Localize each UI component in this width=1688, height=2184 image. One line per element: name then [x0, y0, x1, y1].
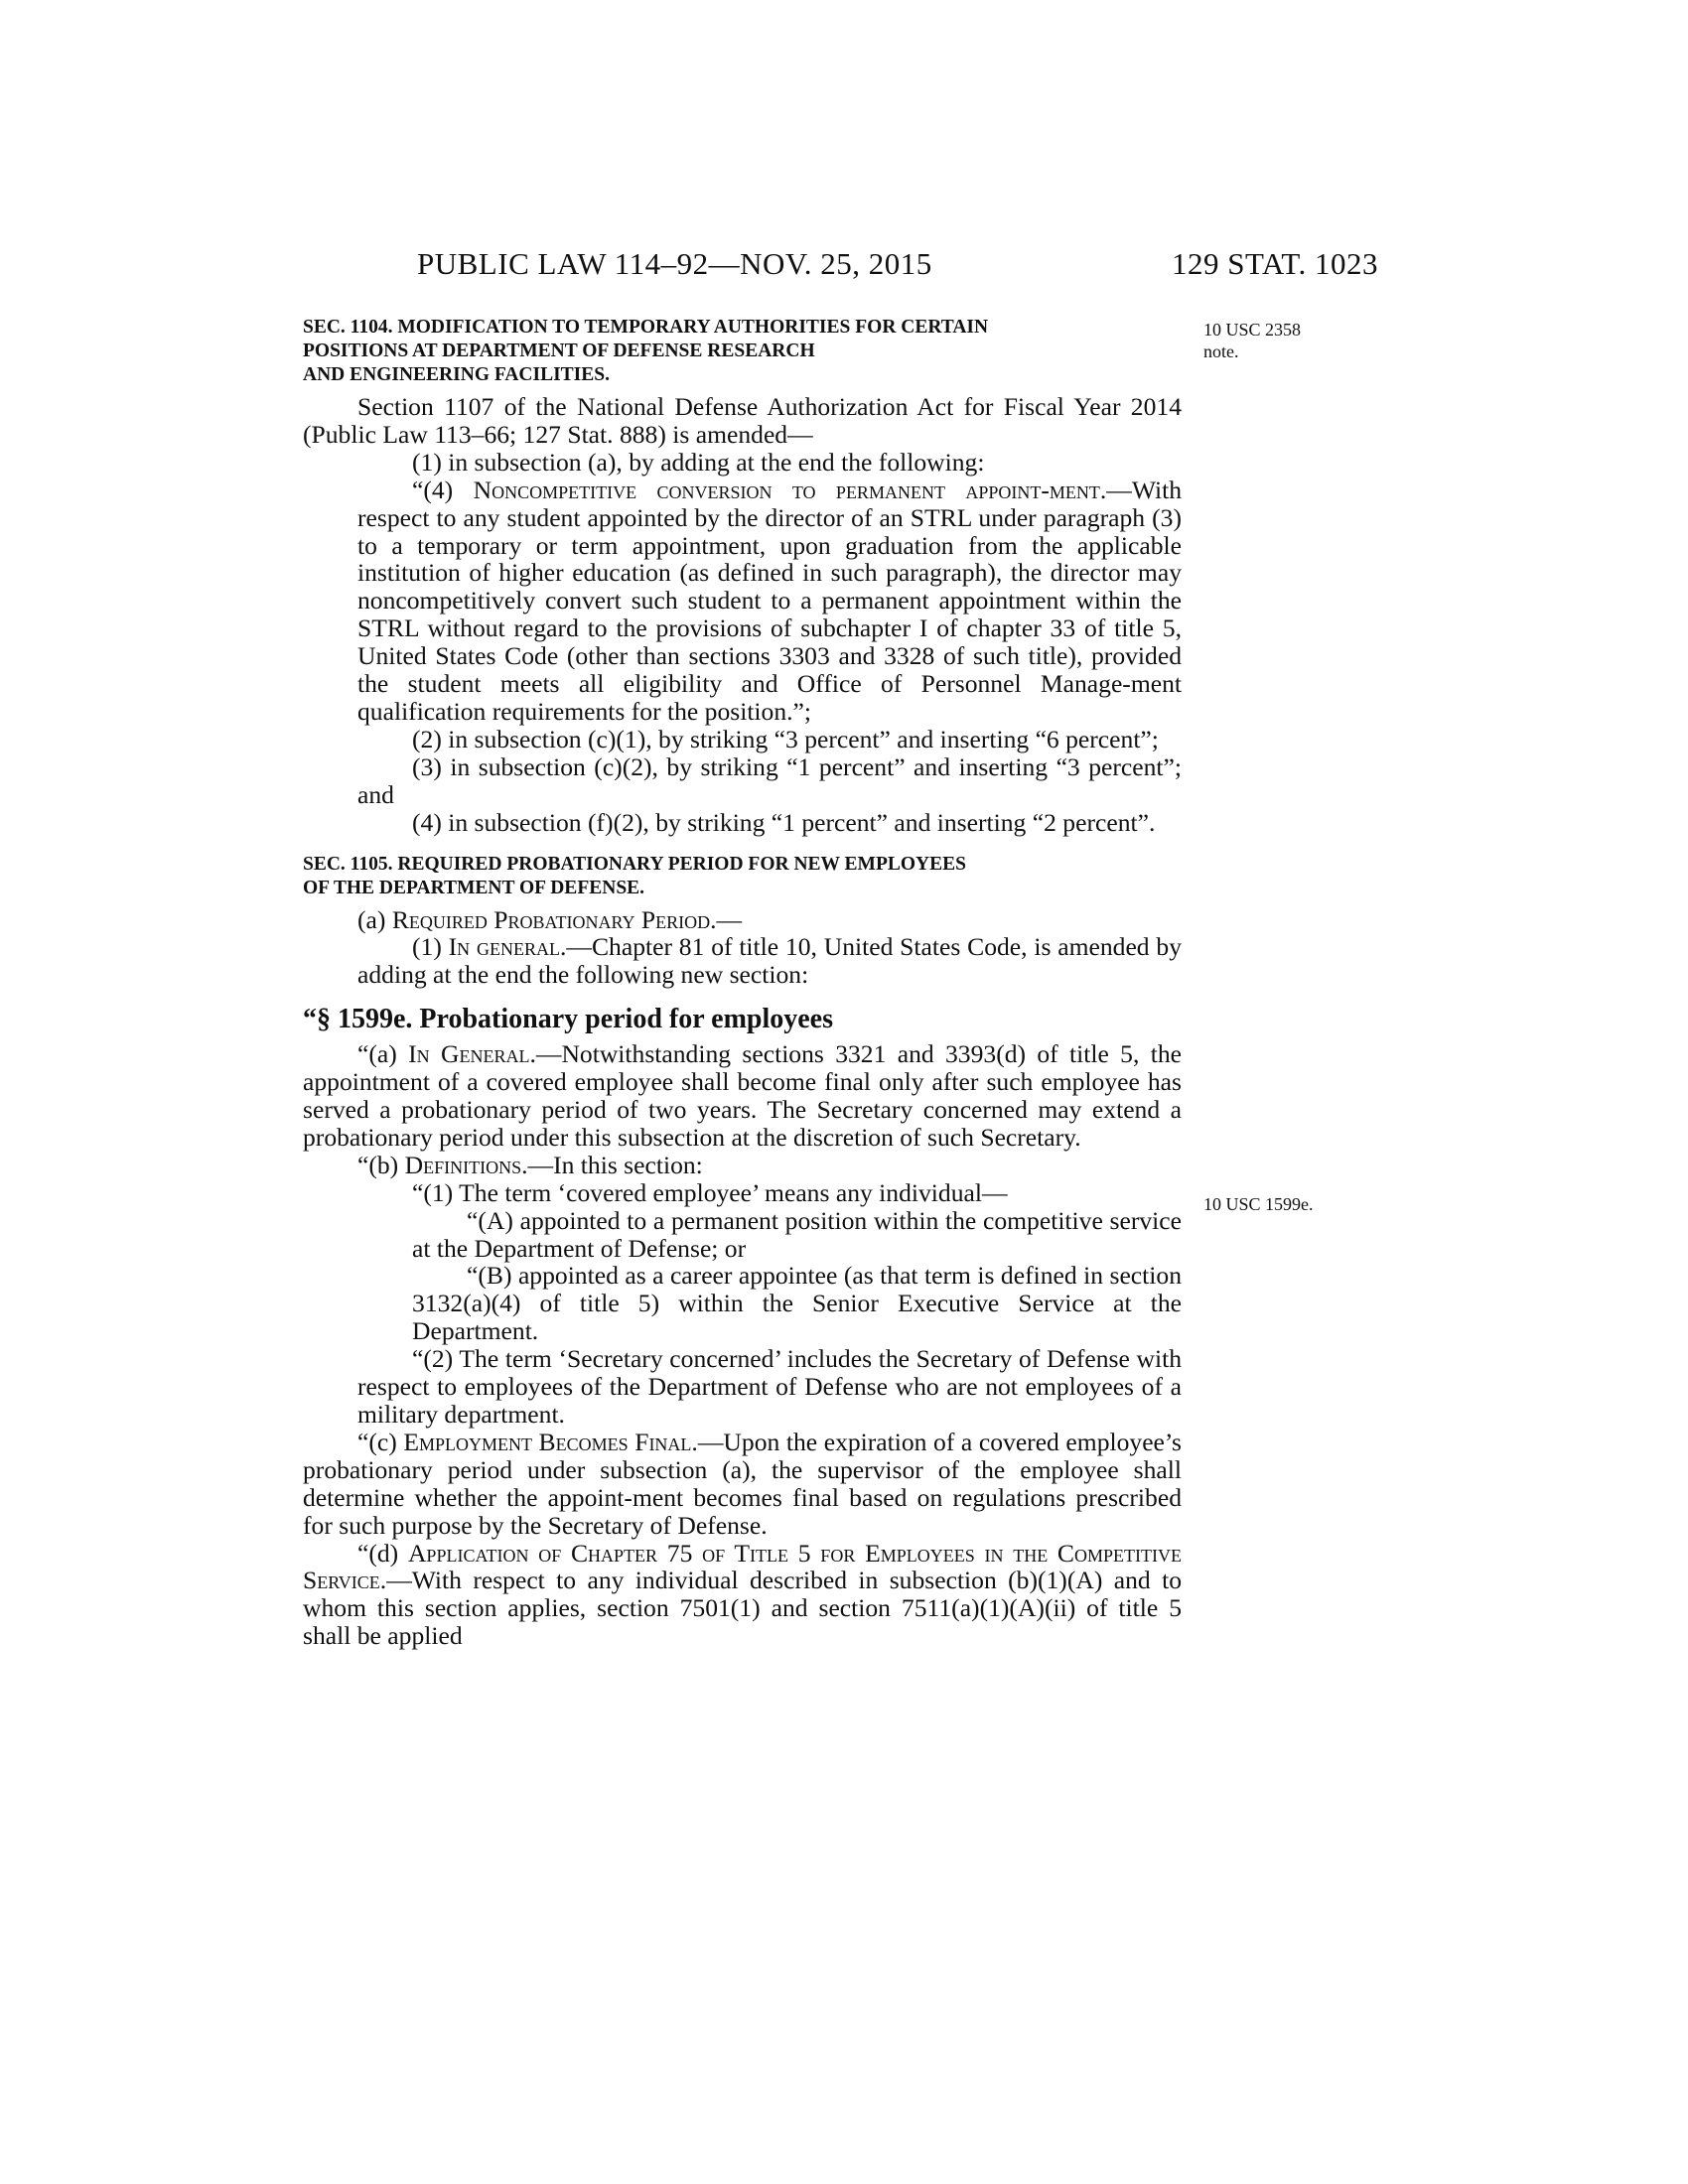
quoted-paragraph-4: [303, 477, 1182, 726]
section-1105-heading: [303, 853, 1182, 900]
margin-note-suffix: note.: [1203, 341, 1239, 361]
running-head-title: PUBLIC LAW 114–92—NOV. 25, 2015: [417, 246, 932, 281]
subsection-heading: Required Probationary Period.: [391, 904, 717, 934]
subsection-1599e-c: [303, 1429, 1182, 1540]
subsection-lead: “(c): [357, 1427, 404, 1456]
amendment-item-2: (2) in subsection (c)(1), by striking “3 percent” and inserting “6 percent”;: [412, 724, 1159, 753]
subsection-lead: “(b): [357, 1150, 405, 1179]
section-heading-line: AND ENGINEERING FACILITIES.: [303, 364, 610, 385]
subsection-lead: “(a): [357, 1039, 409, 1069]
subsection-body: —In this section:: [527, 1150, 703, 1179]
subsection-body: —Notwithstanding sections 3321 and 3393(d) of title 5, the appointment of a covered employee shall become final only after such employee has served a probationary period of two years. The Secretary concerned may extend a probationary period under this subsection at the discretion of such Secretary.: [303, 1039, 1182, 1152]
subsection-body: —Upon the expiration of a covered employee’s probationary period under subsection (a), the supervisor of the employee shall determine whether the appoint-ment becomes final based on regulations prescribed for such purpose by the Secretary of Defense.: [303, 1427, 1182, 1540]
section-1104-heading: [303, 316, 1182, 387]
subsection-lead: “(d): [357, 1538, 408, 1568]
subsection-1599e-a: [303, 1040, 1182, 1152]
paragraph-lead: (1): [412, 932, 449, 962]
subsection-lead: (a): [357, 904, 392, 934]
paragraph-b-2: “(2) The term ‘Secretary concerned’ includes the Secretary of Defense with respect to employees of the Department of Defense who are not employees of a military department.: [357, 1344, 1182, 1429]
margin-note-sec-1599e: 10 USC 1599e.: [1203, 1194, 1314, 1214]
main-column: [303, 316, 1182, 1650]
subsection-1599e-d: [303, 1540, 1182, 1651]
subsection-dash: —: [716, 904, 743, 934]
subsection-heading: Application of Chapter 75 of Title 5 for Employees in the Competitive Service.: [303, 1538, 1182, 1595]
section-heading-line: OF THE DEPARTMENT OF DEFENSE.: [303, 877, 645, 898]
quote-lead: “(4): [412, 475, 474, 504]
paragraph-body: —Chapter 81 of title 10, United States Code, is amended by adding at the end the following new section:: [357, 932, 1182, 990]
quote-heading: Noncompetitive conversion to permanent appoint-ment.: [473, 475, 1107, 504]
section-heading-line: SEC. 1104. MODIFICATION TO TEMPORARY AUTHORITIES FOR CERTAIN: [303, 317, 989, 338]
margin-note-citation: 10 USC 2358: [1203, 320, 1302, 340]
running-head-stat-page: 129 STAT. 1023: [1171, 246, 1378, 281]
paragraph-heading: In general.: [448, 932, 567, 962]
amendment-item-1: (1) in subsection (a), by adding at the end the following:: [412, 447, 985, 477]
section-heading-line: POSITIONS AT DEPARTMENT OF DEFENSE RESEARCH: [303, 341, 815, 361]
subsection-body: —With respect to any individual described in subsection (b)(1)(A) and to whom this section applies, section 7501(1) and section 7511(a)(1)(A)(ii) of title 5 shall be applied: [303, 1566, 1182, 1651]
margin-note-sec-1104: [1203, 319, 1372, 362]
subsection-a: [303, 906, 1182, 934]
subparagraph-b-1-A: “(A) appointed to a permanent position within the competitive service at the Department of Defense; or: [412, 1205, 1182, 1263]
subsection-heading: Definitions.: [404, 1150, 528, 1179]
amendment-item-4: (4) in subsection (f)(2), by striking “1 percent” and inserting “2 percent”.: [412, 807, 1156, 837]
quote-body: —With respect to any student appointed by the director of an STRL under paragraph (3) to a temporary or term appointment, upon graduation from the applicable institution of higher education (as defined in such paragraph), the director may noncompetitively convert such student to a permanent appointment within the STRL without regard to the provisions of subchapter I of chapter 33 of title 5, United States Code (other than sections 3303 and 3328 of such title), provided the student meets all eligibility and Office of Personnel Manage-ment qualification requirements for the position.”;: [357, 475, 1183, 726]
running-head: [417, 246, 1378, 290]
amendment-item-3: (3) in subsection (c)(2), by striking “1 percent” and inserting “3 percent”; and: [357, 751, 1182, 809]
section-1599e-title: “§ 1599e. Probationary period for employees: [303, 1004, 834, 1035]
subsection-heading: In General.: [408, 1039, 536, 1069]
section-1104-intro: Section 1107 of the National Defense Authorization Act for Fiscal Year 2014 (Public Law 113–66; 127 Stat. 888) is amended—: [303, 392, 1182, 449]
subsection-1599e-b: [303, 1152, 1182, 1179]
subparagraph-b-1-B: “(B) appointed as a career appointee (as that term is defined in section 3132(a)(4) of title 5) within the Senior Executive Service at the Department.: [412, 1261, 1182, 1346]
section-heading-line: SEC. 1105. REQUIRED PROBATIONARY PERIOD FOR NEW EMPLOYEES: [303, 853, 966, 875]
subsection-heading: Employment Becomes Final.: [403, 1427, 698, 1456]
paragraph-b-1: “(1) The term ‘covered employee’ means any individual—: [412, 1177, 1008, 1207]
paragraph-a-1: [303, 933, 1182, 989]
